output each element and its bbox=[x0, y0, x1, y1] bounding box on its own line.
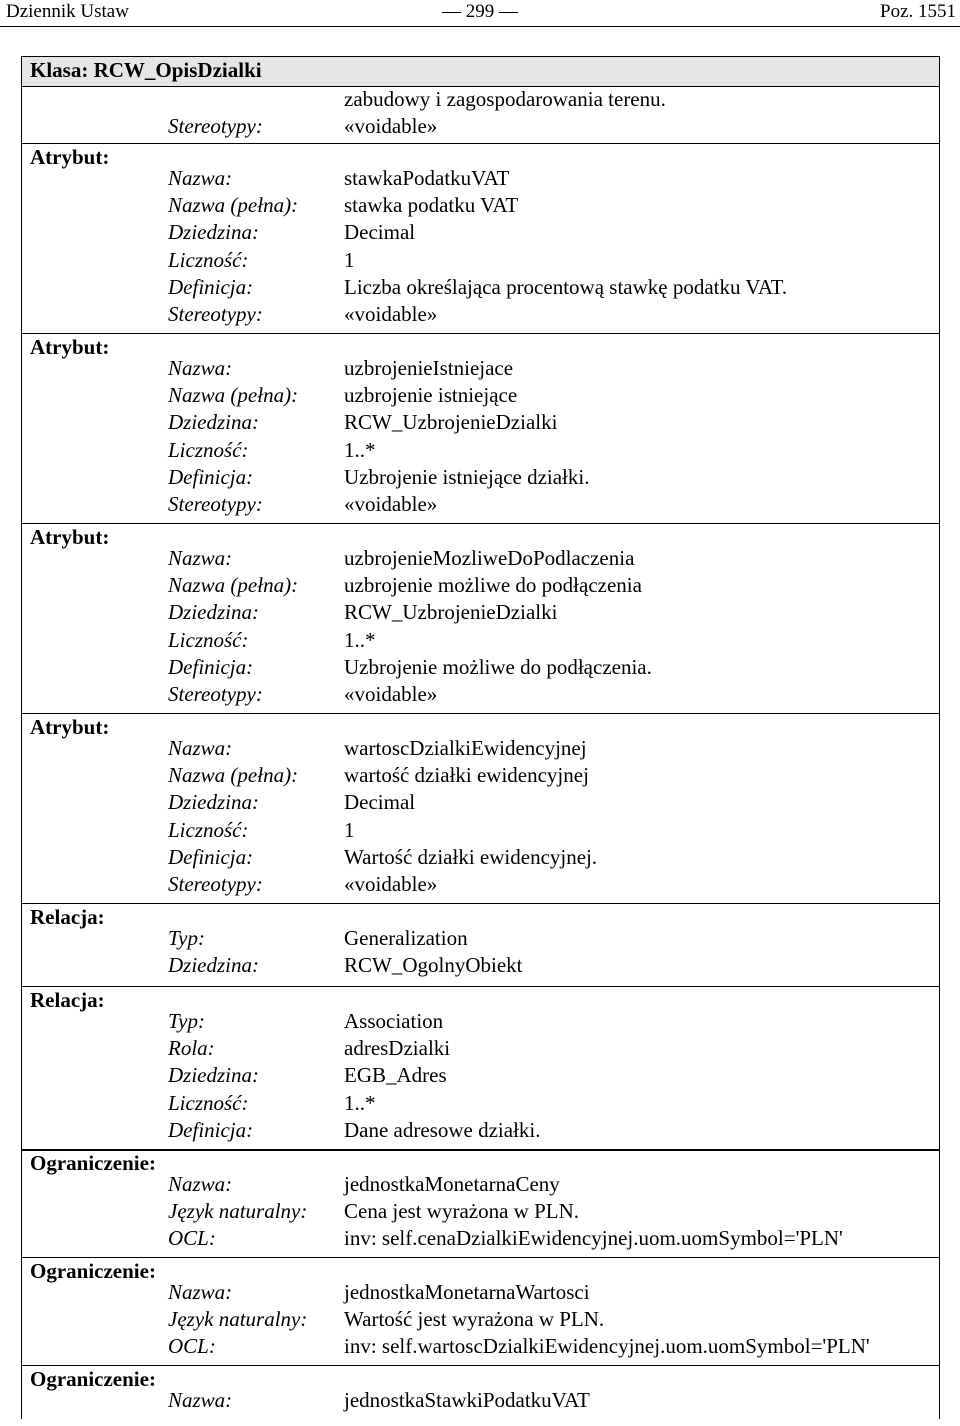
field-row bbox=[22, 1199, 939, 1226]
field-label: Definicja: bbox=[168, 274, 254, 299]
field-value: Wartość jest wyrażona w PLN. bbox=[344, 1307, 605, 1332]
field-label: Definicja: bbox=[168, 464, 254, 489]
field-row bbox=[22, 465, 939, 492]
field-value: uzbrojenie istniejące bbox=[344, 383, 518, 408]
journal-title: Dziennik Ustaw bbox=[6, 1, 129, 22]
field-label: Nazwa: bbox=[168, 1172, 233, 1196]
field-value: Liczba określająca procentową stawkę podatku VAT. bbox=[344, 274, 788, 299]
section-title: Atrybut: bbox=[30, 525, 110, 549]
field-label: Nazwa (pełna): bbox=[168, 383, 299, 408]
field-label: Definicja: bbox=[168, 844, 254, 869]
field-row bbox=[22, 1280, 939, 1307]
field-label: Nazwa: bbox=[168, 736, 233, 760]
section-title: Atrybut: bbox=[30, 145, 110, 169]
field-row bbox=[22, 573, 939, 600]
field-label: OCL: bbox=[168, 1334, 216, 1359]
field-row bbox=[22, 1334, 939, 1361]
field-label: Nazwa (pełna): bbox=[168, 763, 299, 788]
class-spec-table bbox=[21, 56, 940, 1419]
field-value: wartoscDzialkiEwidencyjnej bbox=[344, 736, 587, 760]
position-number: Poz. 1551 bbox=[880, 1, 956, 22]
field-row bbox=[22, 1009, 939, 1036]
field-row bbox=[22, 193, 939, 220]
field-label: Nazwa: bbox=[168, 1388, 233, 1412]
field-label: Nazwa: bbox=[168, 166, 233, 190]
field-label: Definicja: bbox=[168, 1117, 254, 1142]
field-label: Dziedzina: bbox=[168, 220, 259, 245]
field-value: 1 bbox=[344, 247, 355, 272]
field-value: Cena jest wyrażona w PLN. bbox=[344, 1199, 580, 1224]
field-label: Dziedzina: bbox=[168, 600, 259, 625]
field-label: Stereotypy: bbox=[168, 114, 263, 138]
field-label: Język naturalny: bbox=[168, 1307, 308, 1332]
section-ograniczenie bbox=[22, 1365, 939, 1426]
field-value: «voidable» bbox=[344, 302, 438, 326]
field-value: «voidable» bbox=[344, 682, 438, 706]
section-title: Ograniczenie: bbox=[30, 1259, 156, 1283]
section-title: Relacja: bbox=[30, 905, 105, 929]
section-title: Ograniczenie: bbox=[30, 1151, 156, 1175]
field-row bbox=[22, 763, 939, 790]
field-label: Stereotypy: bbox=[168, 492, 263, 516]
continuation-block bbox=[22, 87, 939, 143]
field-label: Nazwa: bbox=[168, 356, 233, 380]
field-value: RCW_UzbrojenieDzialki bbox=[344, 600, 558, 625]
field-row bbox=[22, 872, 939, 899]
page-header bbox=[0, 0, 960, 24]
field-label: Liczność: bbox=[168, 437, 249, 462]
field-row bbox=[22, 383, 939, 410]
field-value: jednostkaMonetarnaWartosci bbox=[344, 1280, 590, 1304]
field-label: OCL: bbox=[168, 1226, 216, 1251]
field-row bbox=[22, 492, 939, 519]
field-row bbox=[22, 1036, 939, 1063]
field-value: Uzbrojenie możliwe do podłączenia. bbox=[344, 654, 652, 679]
page-number: — 299 — bbox=[442, 1, 518, 22]
field-label: Nazwa: bbox=[168, 546, 233, 570]
section-ograniczenie bbox=[22, 1257, 939, 1366]
field-value: RCW_OgolnyObiekt bbox=[344, 953, 523, 978]
section-atrybut bbox=[22, 143, 939, 334]
field-value: Association bbox=[344, 1009, 444, 1033]
field-row bbox=[22, 600, 939, 627]
class-title: Klasa: RCW_OpisDzialki bbox=[30, 58, 262, 82]
field-row bbox=[22, 1063, 939, 1090]
field-value: jednostkaStawkiPodatkuVAT bbox=[344, 1388, 590, 1412]
field-label: Liczność: bbox=[168, 1090, 249, 1115]
field-value: 1..* bbox=[344, 1090, 376, 1115]
field-label: Liczność: bbox=[168, 627, 249, 652]
field-row bbox=[22, 953, 939, 980]
field-value: Decimal bbox=[344, 220, 416, 245]
field-value: EGB_Adres bbox=[344, 1063, 447, 1088]
field-row bbox=[22, 1118, 939, 1145]
field-row bbox=[22, 1091, 939, 1118]
field-row bbox=[22, 1226, 939, 1253]
field-value: Generalization bbox=[344, 926, 468, 950]
field-row bbox=[22, 736, 939, 763]
section-title: Atrybut: bbox=[30, 335, 110, 359]
field-value: Decimal bbox=[344, 790, 416, 815]
field-label: Definicja: bbox=[168, 654, 254, 679]
field-value: «voidable» bbox=[344, 492, 438, 516]
section-relacja bbox=[22, 903, 939, 987]
field-label: Dziedzina: bbox=[168, 410, 259, 435]
field-value: stawkaPodatkuVAT bbox=[344, 166, 510, 190]
section-title: Relacja: bbox=[30, 988, 105, 1012]
field-row bbox=[22, 220, 939, 247]
field-label: Nazwa (pełna): bbox=[168, 193, 299, 218]
field-value: 1..* bbox=[344, 627, 376, 652]
field-label: Typ: bbox=[168, 926, 205, 950]
field-value: wartość działki ewidencyjnej bbox=[344, 763, 589, 788]
field-row bbox=[22, 438, 939, 465]
field-row bbox=[22, 275, 939, 302]
field-value: uzbrojenieMozliweDoPodlaczenia bbox=[344, 546, 635, 570]
field-label: Stereotypy: bbox=[168, 302, 263, 326]
field-row bbox=[22, 790, 939, 817]
field-label: Stereotypy: bbox=[168, 872, 263, 896]
section-ograniczenie bbox=[22, 1149, 939, 1258]
field-row bbox=[22, 356, 939, 383]
class-header bbox=[22, 57, 939, 87]
field-label: Liczność: bbox=[168, 817, 249, 842]
field-row bbox=[22, 655, 939, 682]
field-label: Dziedzina: bbox=[168, 1063, 259, 1088]
field-row bbox=[22, 628, 939, 655]
field-value: inv: self.cenaDzialkiEwidencyjnej.uom.uomSymbol='PLN' bbox=[344, 1226, 843, 1251]
section-title: Ograniczenie: bbox=[30, 1367, 156, 1391]
field-row bbox=[22, 845, 939, 872]
field-value: 1..* bbox=[344, 437, 376, 462]
field-label: Nazwa (pełna): bbox=[168, 573, 299, 598]
field-value: uzbrojenieIstniejace bbox=[344, 356, 514, 380]
section-relacja bbox=[22, 986, 939, 1151]
field-row bbox=[22, 166, 939, 193]
field-label: Liczność: bbox=[168, 247, 249, 272]
field-label: Dziedzina: bbox=[168, 953, 259, 978]
field-value: stawka podatku VAT bbox=[344, 193, 519, 218]
continuation-row bbox=[22, 87, 939, 114]
field-value: Wartość działki ewidencyjnej. bbox=[344, 844, 598, 869]
field-row bbox=[22, 302, 939, 329]
section-title: Atrybut: bbox=[30, 715, 110, 739]
field-value: «voidable» bbox=[344, 872, 438, 896]
field-label: Stereotypy: bbox=[168, 682, 263, 706]
field-label: Język naturalny: bbox=[168, 1199, 308, 1224]
continuation-text: zabudowy i zagospodarowania terenu. bbox=[344, 87, 666, 111]
field-label: Dziedzina: bbox=[168, 790, 259, 815]
field-row bbox=[22, 248, 939, 275]
section-atrybut bbox=[22, 333, 939, 524]
field-label: Rola: bbox=[168, 1036, 215, 1061]
field-row bbox=[22, 818, 939, 845]
header-divider bbox=[0, 26, 960, 27]
section-atrybut bbox=[22, 713, 939, 904]
field-value: Uzbrojenie istniejące działki. bbox=[344, 464, 590, 489]
field-row bbox=[22, 1172, 939, 1199]
field-value: uzbrojenie możliwe do podłączenia bbox=[344, 573, 642, 598]
field-value: inv: self.wartoscDzialkiEwidencyjnej.uom.uomSymbol='PLN' bbox=[344, 1334, 870, 1359]
field-label: Nazwa: bbox=[168, 1280, 233, 1304]
field-row bbox=[22, 926, 939, 953]
section-atrybut bbox=[22, 523, 939, 714]
field-row bbox=[22, 546, 939, 573]
field-value: 1 bbox=[344, 817, 355, 842]
field-row bbox=[22, 1388, 939, 1415]
field-row bbox=[22, 410, 939, 437]
field-value: jednostkaMonetarnaCeny bbox=[344, 1172, 560, 1196]
field-value: Dane adresowe działki. bbox=[344, 1117, 541, 1142]
field-value: RCW_UzbrojenieDzialki bbox=[344, 410, 558, 435]
field-value: «voidable» bbox=[344, 114, 438, 138]
field-value: adresDzialki bbox=[344, 1036, 451, 1061]
field-label: Typ: bbox=[168, 1009, 205, 1033]
field-row bbox=[22, 1307, 939, 1334]
field-row bbox=[22, 682, 939, 709]
continuation-stereotype-row bbox=[22, 114, 939, 141]
